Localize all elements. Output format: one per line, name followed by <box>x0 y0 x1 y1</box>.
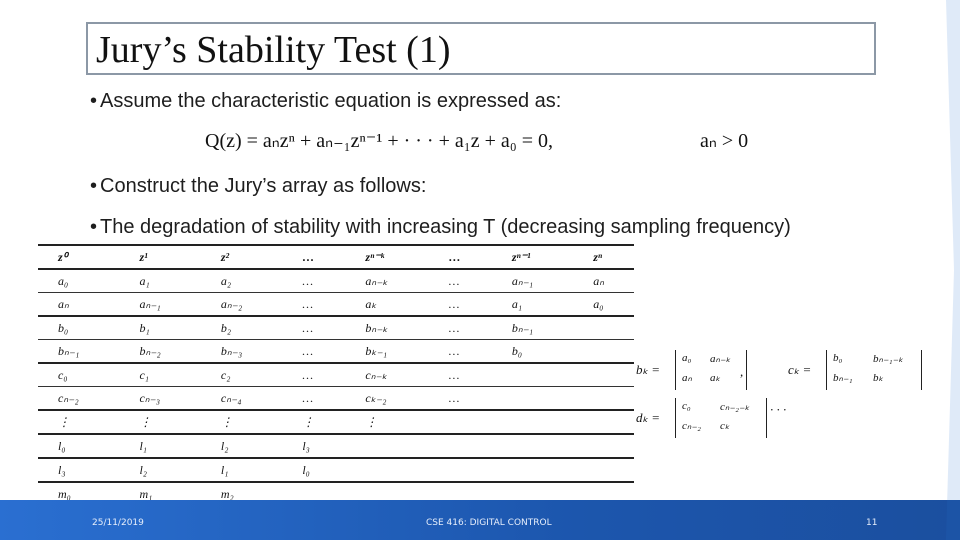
bullet-2-text: Construct the Jury’s array as follows: <box>100 175 427 197</box>
dk-matrix <box>675 398 767 438</box>
table-cell: aₙ₋₂ <box>201 293 282 317</box>
table-cell: a₂ <box>201 269 282 293</box>
bullet-1-text: Assume the characteristic equation is expressed as: <box>100 90 562 112</box>
table-cell: ⋮ <box>282 410 345 434</box>
table-cell: l₃ <box>38 458 119 482</box>
table-cell: a₀ <box>573 293 634 317</box>
table-cell <box>573 387 634 411</box>
table-cell: c₀ <box>38 363 119 387</box>
table-cell: c₂ <box>201 363 282 387</box>
right-edge-decoration <box>944 0 960 540</box>
table-cell <box>429 458 492 482</box>
dk-label: dₖ = <box>636 410 661 425</box>
table-cell: … <box>429 269 492 293</box>
bk-cell: a₀ <box>682 352 692 364</box>
dk-cell: cₖ <box>720 420 730 432</box>
table-cell: cₙ₋ₖ <box>345 363 428 387</box>
bk-label: bₖ = <box>636 362 661 377</box>
bullet-3-text: The degradation of stability with increasing T (decreasing sampling frequency) <box>100 216 791 238</box>
table-cell: … <box>282 387 345 411</box>
bullet-dot: • <box>90 175 98 197</box>
title-box <box>86 22 876 75</box>
table-cell: a₀ <box>38 269 119 293</box>
table-cell <box>573 363 634 387</box>
table-cell: ⋮ <box>201 410 282 434</box>
bk-cell: aₙ₋ₖ <box>710 353 731 365</box>
table-cell: aₙ₋₁ <box>119 293 200 317</box>
table-cell <box>573 410 634 434</box>
table-cell: l₀ <box>38 434 119 458</box>
table-row <box>38 293 634 317</box>
bk-matrix <box>675 350 747 390</box>
table-cell <box>573 434 634 458</box>
table-cell: c₁ <box>119 363 200 387</box>
table-cell: … <box>429 340 492 364</box>
table-row <box>38 269 634 293</box>
jury-array-table <box>38 244 634 506</box>
characteristic-equation: Q(z) = aₙzⁿ + aₙ₋₁zⁿ⁻¹ + · · · + a₁z + a₀ = 0, <box>205 130 553 152</box>
table-cell: cₙ₋₂ <box>38 387 119 411</box>
table-cell: l₂ <box>201 434 282 458</box>
table-cell: b₁ <box>119 316 200 340</box>
table-cell: a₁ <box>119 269 200 293</box>
table-cell: … <box>429 363 492 387</box>
ck-label: cₖ = <box>788 362 812 377</box>
table-cell: b₀ <box>38 316 119 340</box>
bullet-dot: • <box>90 216 98 238</box>
bk-cell: aₙ <box>682 372 692 384</box>
slide-title: Jury’s Stability Test (1) <box>96 29 451 71</box>
table-header-cell: … <box>282 245 345 269</box>
table-cell: bₙ₋ₖ <box>345 316 428 340</box>
ck-cell: bₙ₋₁ <box>833 372 853 384</box>
table-cell: bₙ₋₁ <box>492 316 573 340</box>
bullet-3 <box>90 216 791 239</box>
table-cell <box>429 434 492 458</box>
table-header-cell: z¹ <box>119 245 200 269</box>
footer-page-number: 11 <box>866 518 878 528</box>
table-cell: ⋮ <box>38 410 119 434</box>
bullet-1 <box>90 90 561 113</box>
table-cell: aₙ <box>573 269 634 293</box>
ck-cell: bₖ <box>873 372 884 384</box>
table-cell: ⋮ <box>345 410 428 434</box>
dk-cell: cₙ₋₂₋ₖ <box>720 401 750 413</box>
table-cell: cₖ₋₂ <box>345 387 428 411</box>
leading-coefficient-condition: aₙ > 0 <box>700 130 749 152</box>
table-cell: … <box>429 387 492 411</box>
table-cell <box>345 458 428 482</box>
ck-cell: bₙ₋₁₋ₖ <box>873 353 904 365</box>
table-cell: bₙ₋₃ <box>201 340 282 364</box>
table-cell: cₙ₋₄ <box>201 387 282 411</box>
dk-cell: c₀ <box>682 400 691 412</box>
table-cell: bₙ₋₂ <box>119 340 200 364</box>
table-row <box>38 434 634 458</box>
table-cell: aₙ <box>38 293 119 317</box>
table-cell: … <box>282 293 345 317</box>
table-header-cell: zⁿ⁻¹ <box>492 245 573 269</box>
table-cell <box>345 434 428 458</box>
bk-cell: aₖ <box>710 372 721 384</box>
ck-cell: b₀ <box>833 352 843 364</box>
table-cell <box>492 410 573 434</box>
table-cell: m₀ <box>38 482 119 506</box>
table-cell <box>573 316 634 340</box>
table-cell: aₙ₋₁ <box>492 269 573 293</box>
table-cell: cₙ₋₃ <box>119 387 200 411</box>
table-cell: aₙ₋ₖ <box>345 269 428 293</box>
table-cell: … <box>282 340 345 364</box>
table-cell: … <box>429 293 492 317</box>
table-cell: aₖ <box>345 293 428 317</box>
table-cell: … <box>282 269 345 293</box>
table-cell <box>492 387 573 411</box>
table-row <box>38 387 634 411</box>
table-header-cell: z² <box>201 245 282 269</box>
table-cell <box>573 340 634 364</box>
table-cell: a₁ <box>492 293 573 317</box>
table-cell <box>492 434 573 458</box>
bullet-dot: • <box>90 90 98 112</box>
table-cell <box>492 363 573 387</box>
table-cell: l₁ <box>201 458 282 482</box>
table-cell: bₙ₋₁ <box>38 340 119 364</box>
table-cell: l₃ <box>282 434 345 458</box>
table-header-cell: zⁿ⁻ᵏ <box>345 245 428 269</box>
footer-course: CSE 416: DIGITAL CONTROL <box>426 518 552 528</box>
table-cell: b₂ <box>201 316 282 340</box>
table-cell: m₂ <box>201 482 282 506</box>
table-cell: l₁ <box>119 434 200 458</box>
table-cell <box>573 458 634 482</box>
ck-matrix <box>826 350 922 390</box>
table-cell: … <box>429 316 492 340</box>
table-cell: bₖ₋₁ <box>345 340 428 364</box>
table-row <box>38 410 634 434</box>
table-row <box>38 363 634 387</box>
dk-ellipsis: · · · <box>770 402 787 417</box>
table-cell: … <box>282 363 345 387</box>
table-cell <box>429 410 492 434</box>
table-cell: b₀ <box>492 340 573 364</box>
table-cell: m₁ <box>119 482 200 506</box>
table-row <box>38 340 634 364</box>
table-cell: l₂ <box>119 458 200 482</box>
table-header-cell: … <box>429 245 492 269</box>
dk-cell: cₙ₋₂ <box>682 420 701 432</box>
footer-date: 25/11/2019 <box>92 518 144 528</box>
bullet-2 <box>90 175 426 198</box>
table-header-cell: z⁰ <box>38 245 119 269</box>
table-cell: l₀ <box>282 458 345 482</box>
table-cell: … <box>282 316 345 340</box>
table-cell: ⋮ <box>119 410 200 434</box>
table-row <box>38 458 634 482</box>
table-header-cell: zⁿ <box>573 245 634 269</box>
bk-separator: , <box>740 364 744 379</box>
table-cell <box>492 458 573 482</box>
table-row <box>38 316 634 340</box>
table-header-row <box>38 245 634 269</box>
